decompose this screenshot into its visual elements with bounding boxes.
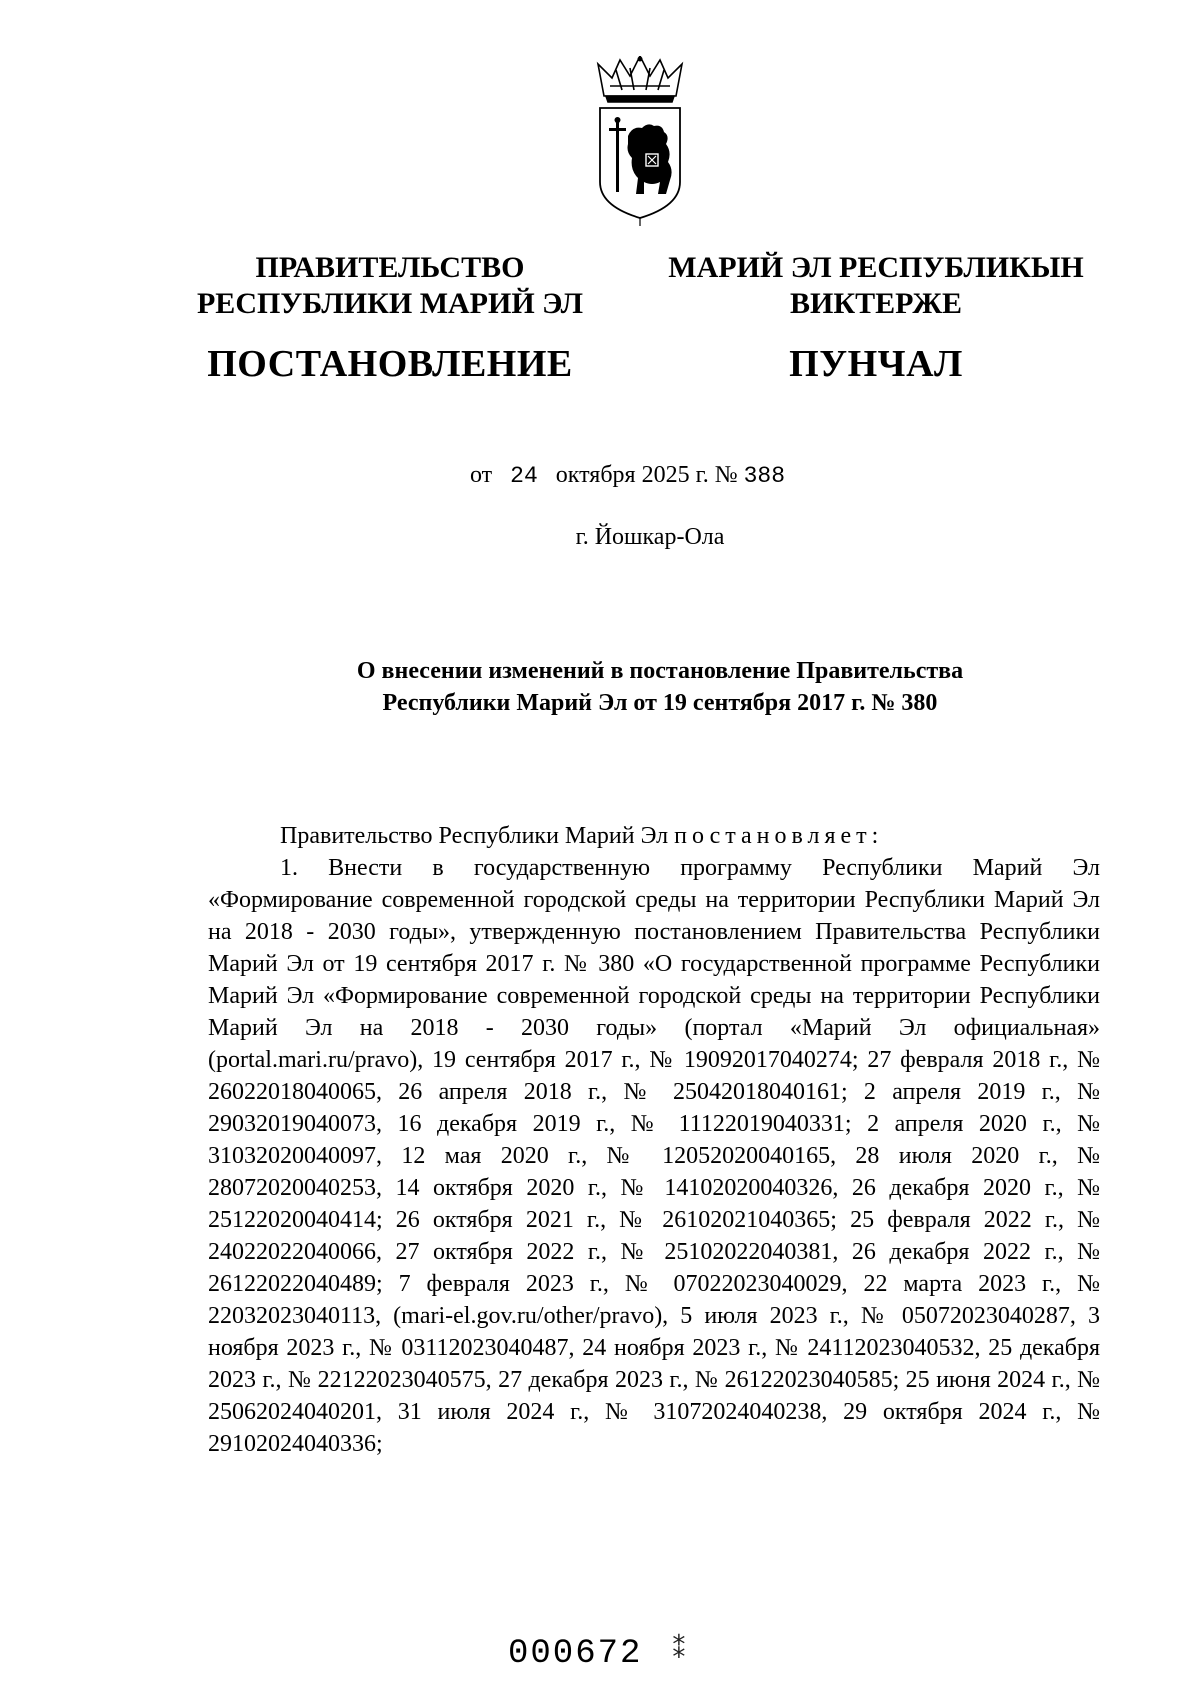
org-name-ru-line-1: ПРАВИТЕЛЬСТВО bbox=[255, 251, 525, 284]
document-body bbox=[208, 820, 1100, 1460]
date-month-year: октября 2025 г. № bbox=[555, 462, 738, 488]
header-left bbox=[190, 250, 590, 386]
intro-text: Правительство Республики Марий Эл bbox=[280, 823, 669, 849]
org-name-mari-line-2: ВИКТЕРЖЕ bbox=[789, 287, 963, 320]
date-day: 24 bbox=[510, 463, 538, 489]
asterisk-mark-icon: ⁑ bbox=[672, 1635, 686, 1665]
footer bbox=[508, 1635, 685, 1673]
document-type-mari: ПУНЧАЛ bbox=[789, 343, 963, 385]
org-name-ru-line-2: РЕСПУБЛИКИ МАРИЙ ЭЛ bbox=[196, 287, 583, 320]
title-line-1: О внесении изменений в постановление Правительства bbox=[356, 658, 964, 684]
document-type-ru: ПОСТАНОВЛЕНИЕ bbox=[207, 343, 573, 385]
document-date-line bbox=[470, 460, 785, 491]
coat-of-arms-icon bbox=[592, 56, 688, 226]
org-name-mari-line-1: МАРИЙ ЭЛ РЕСПУБЛИКЫН bbox=[668, 251, 1084, 284]
paragraph-1: 1. Внести в государственную программу Республики Марий Эл «Формирование современной городской среды на территории Республики Марий Эл на 2018 - 2030 годы», утвержденную постановлением Правительства Республики Марий Эл от 19 сентября 2017 г. № 380 «О государственной программе Республики Марий Эл «Формирование современной городской среды на территории Республики Марий Эл на 2018 - 2030 годы» (портал «Марий Эл официальная» (portal.mari.ru/pravo), 19 сентября 2017 г., № 19092017040274; 27 февраля 2018 г., № 26022018040065, 26 апреля 2018 г., № 25042018040161; 2 апреля 2019 г., № 29032019040073, 16 декабря 2019 г., № 11122019040331; 2 апреля 2020 г., № 31032020040097, 12 мая 2020 г., № 12052020040165, 28 июля 2020 г., № 28072020040253, 14 октября 2020 г., № 14102020040326, 26 декабря 2020 г., № 25122020040414; 26 октября 2021 г., № 26102021040365; 25 февраля 2022 г., № 24022022040066, 27 октября 2022 г., № 25102022040381, 26 декабря 2022 г., № 26122022040489; 7 февраля 2023 г., № 07022023040029, 22 марта 2023 г., № 22032023040113, (mari-el.gov.ru/other/pravo), 5 июля 2023 г., № 05072023040287, 3 ноября 2023 г., № 03112023040487, 24 ноября 2023 г., № 24112023040532, 25 декабря 2023 г., № 22122023040575, 27 декабря 2023 г., № 26122023040585; 25 июня 2024 г., № 25062024040201, 31 июля 2024 г., № 31072024040238, 29 октября 2024 г., № 29102024040336; bbox=[208, 855, 1100, 1457]
serial-number: 000672 bbox=[508, 1635, 643, 1673]
date-prefix: от bbox=[470, 462, 493, 488]
intro-spaced-verb: постановляет: bbox=[674, 823, 884, 849]
document-number: 388 bbox=[743, 463, 786, 489]
intro-line bbox=[208, 820, 1100, 852]
document-city: г. Йошкар-Ола bbox=[575, 524, 725, 550]
title-line-2: Республики Марий Эл от 19 сентября 2017 г. № 380 bbox=[382, 690, 938, 716]
document-title bbox=[200, 655, 1120, 719]
header-right bbox=[656, 250, 1096, 386]
